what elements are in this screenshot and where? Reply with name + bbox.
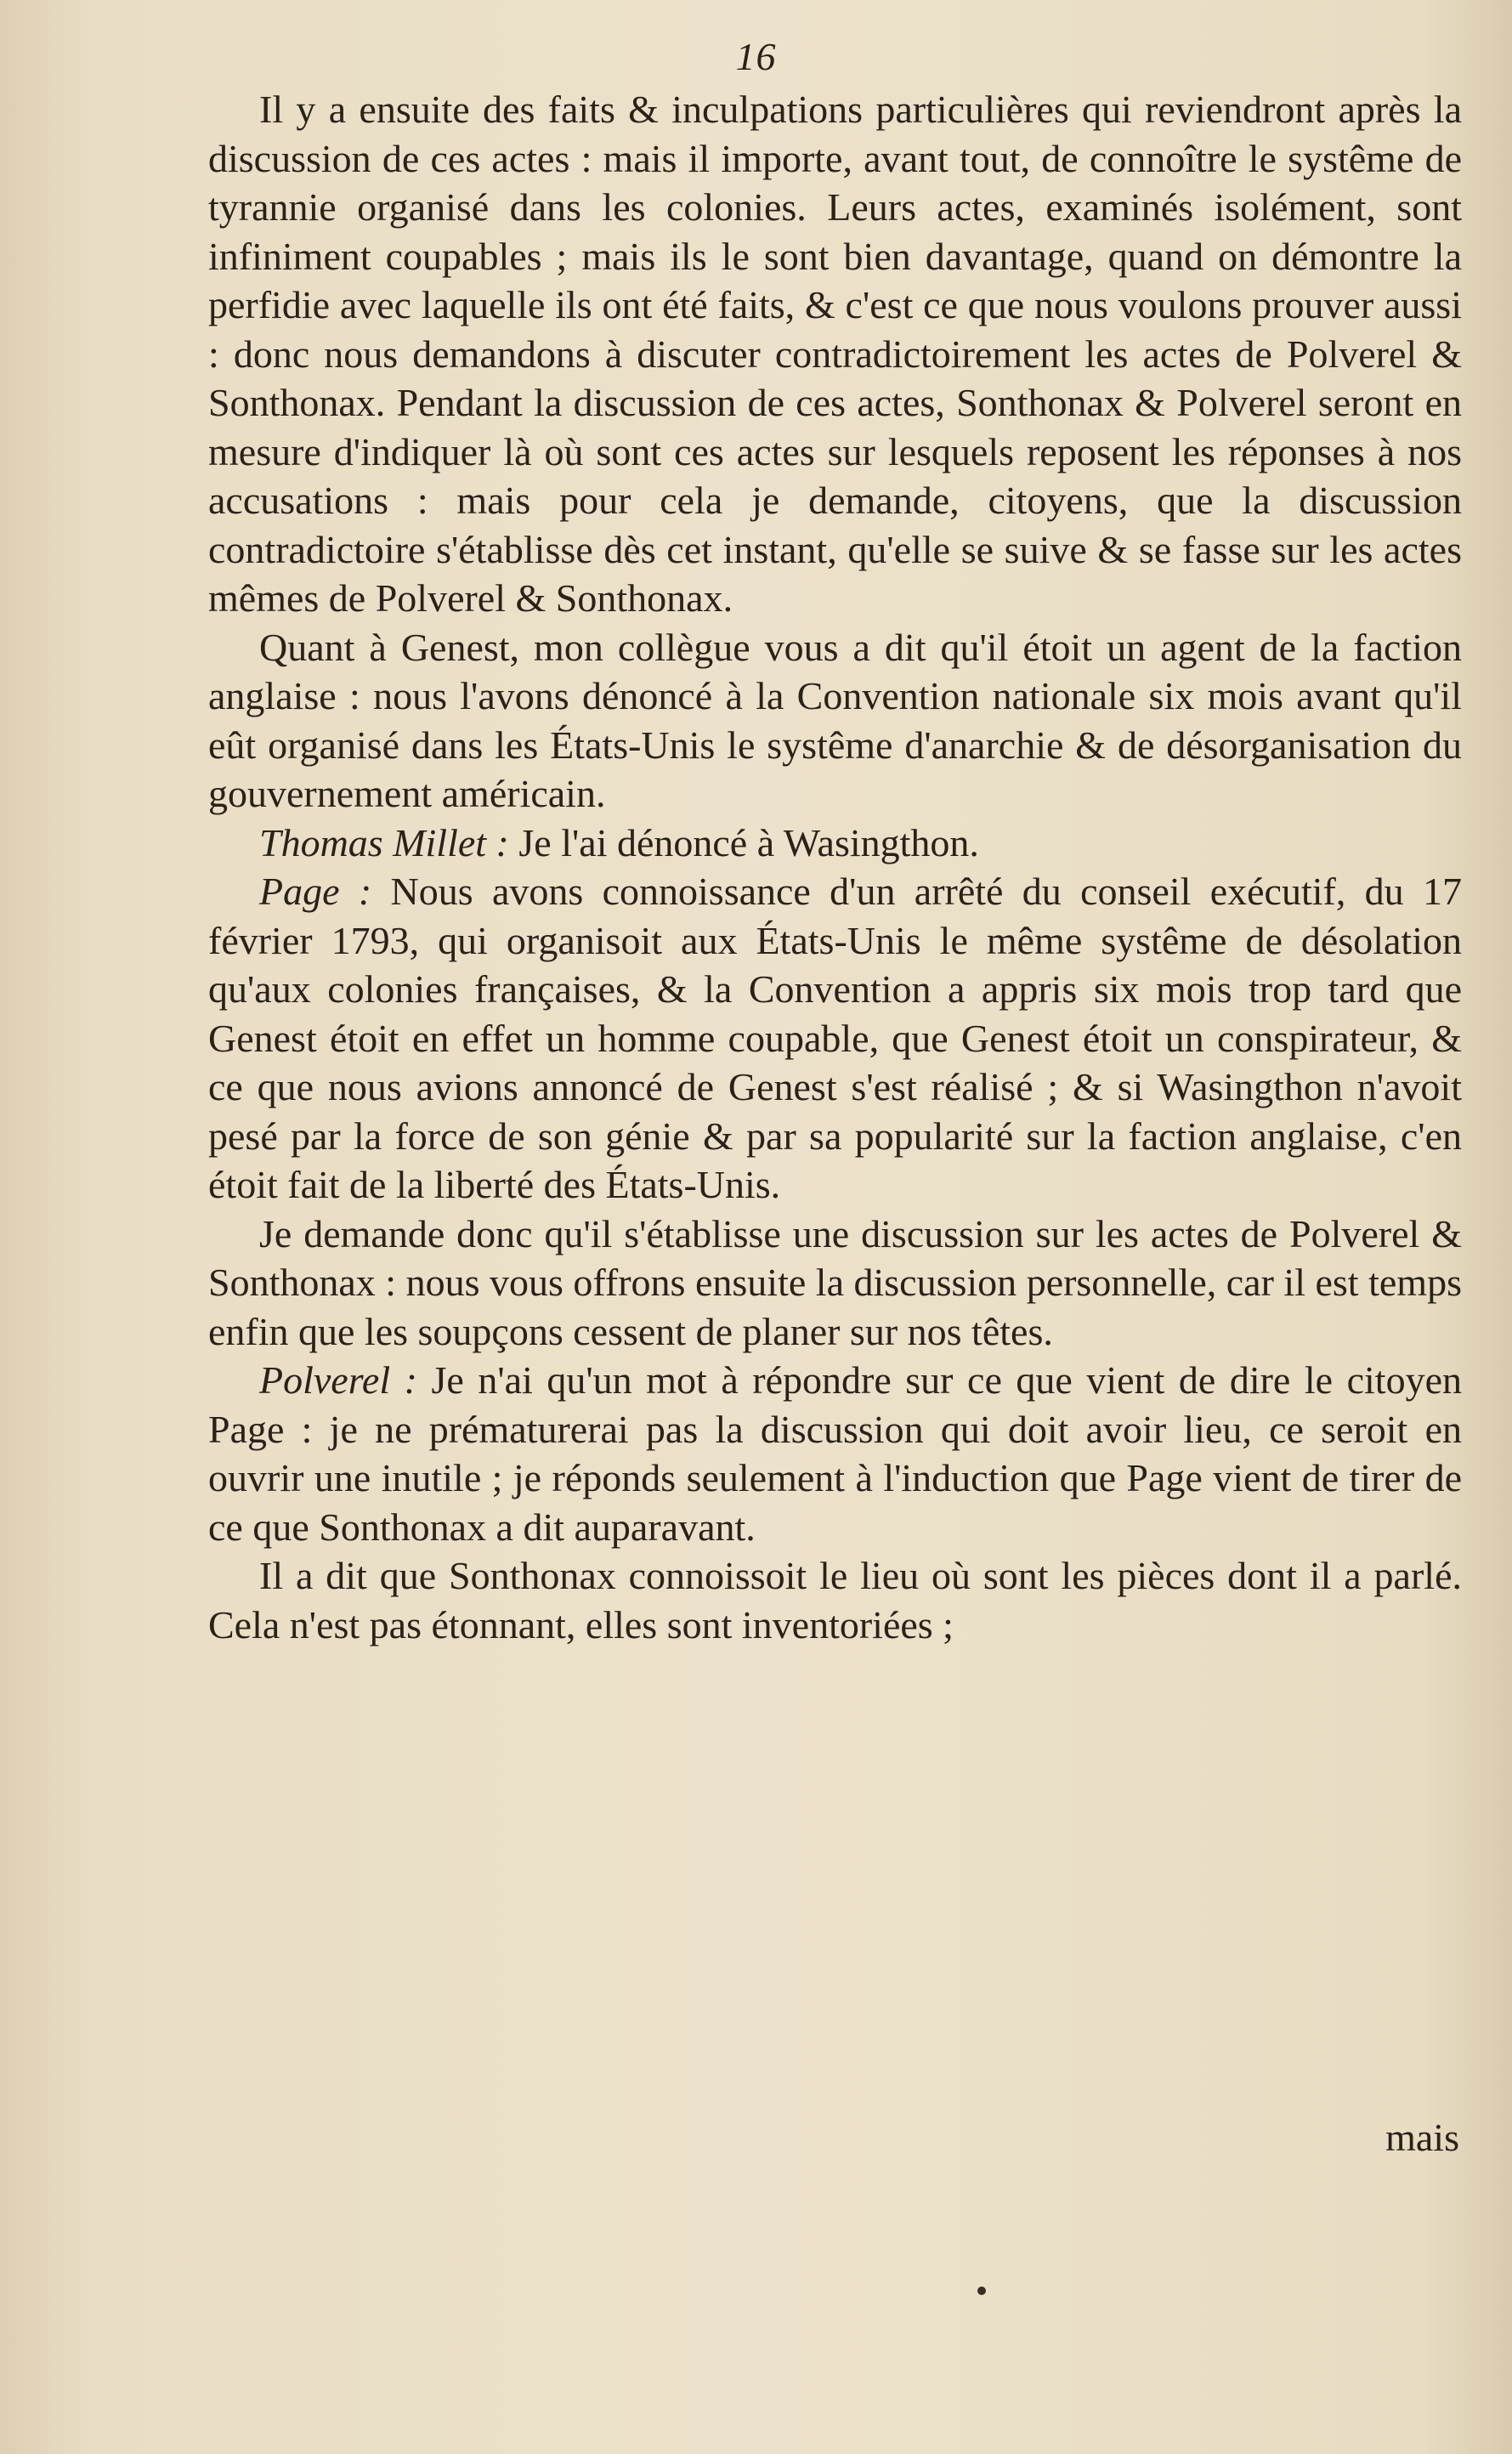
paragraph-text: Il a dit que Sonthonax connoissoit le lieu où sont les pièces dont il a parlé. Cela n'est pas étonnant, elles sont inventoriées ; xyxy=(208,1554,1462,1646)
speech-paragraph xyxy=(208,1356,1462,1551)
speaker-name: Page : xyxy=(259,870,372,913)
speech-text: Nous avons connoissance d'un arrêté du conseil exécutif, du 17 février 1793, qui organisoit aux États-Unis le même systême de désolation qu'aux colonies françaises, & la Convention a appris six mois trop tard que Genest étoit en effet un homme coupable, que Genest étoit un conspirateur, & ce que nous avions annoncé de Genest s'est réalisé ; & si Wasingthon n'avoit pesé par la force de son génie & par sa popularité sur la faction anglaise, c'en étoit fait de la liberté des États-Unis. xyxy=(208,870,1462,1206)
paragraph-text: Quant à Genest, mon collègue vous a dit qu'il étoit un agent de la faction anglaise : nous l'avons dénoncé à la Convention nationale six mois avant qu'il eût organisé dans les États-Unis le systême d'anarchie & de désorganisation du gouvernement américain. xyxy=(208,625,1462,815)
catchword: mais xyxy=(1385,2116,1459,2159)
speaker-name: Polverel : xyxy=(259,1358,417,1402)
speaker-name: Thomas Millet : xyxy=(259,820,509,864)
paragraph xyxy=(208,1551,1462,1649)
speech-paragraph xyxy=(208,819,1462,868)
paragraph xyxy=(208,85,1462,623)
paragraph-text: Je demande donc qu'il s'établisse une discussion sur les actes de Polverel & Sonthonax : nous vous offrons ensuite la discussion personnelle, car il est temps enfin que les soupçons cessent de planer sur nos têtes. xyxy=(208,1211,1462,1353)
speech-text: Je l'ai dénoncé à Wasingthon. xyxy=(518,820,979,864)
page-number: 16 xyxy=(735,35,777,78)
paragraph xyxy=(208,623,1462,819)
paragraph xyxy=(208,1210,1462,1357)
speech-paragraph xyxy=(208,867,1462,1210)
body-text xyxy=(208,85,1462,1649)
paragraph-text: Il y a ensuite des faits & inculpations particulières qui reviendront après la discussion de ces actes : mais il importe, avant tout, de connoître le systême de tyrannie organisé dans les colonies. Leurs actes, examinés isolément, sont infiniment coupables ; mais ils le sont bien davantage, quand on démontre la perfidie avec laquelle ils ont été faits, & c'est ce que nous voulons prouver aussi : donc nous demandons à discuter contradictoirement les actes de Polverel & Sonthonax. Pendant la discussion de ces actes, Sonthonax & Polverel seront en mesure d'indiquer là où sont ces actes sur lesquels reposent les réponses à nos accusations : mais pour cela je demande, citoyens, que la discussion contradictoire s'établisse dès cet instant, qu'elle se suive & se fasse sur les actes mêmes de Polverel & Sonthonax. xyxy=(208,88,1462,620)
ink-dot xyxy=(977,2287,986,2295)
speech-text: Je n'ai qu'un mot à répondre sur ce que vient de dire le citoyen Page : je ne prématurerai pas la discussion qui doit avoir lieu, ce seroit en ouvrir une inutile ; je réponds seulement à l'induction que Page vient de tirer de ce que Sonthonax a dit auparavant. xyxy=(208,1358,1463,1549)
